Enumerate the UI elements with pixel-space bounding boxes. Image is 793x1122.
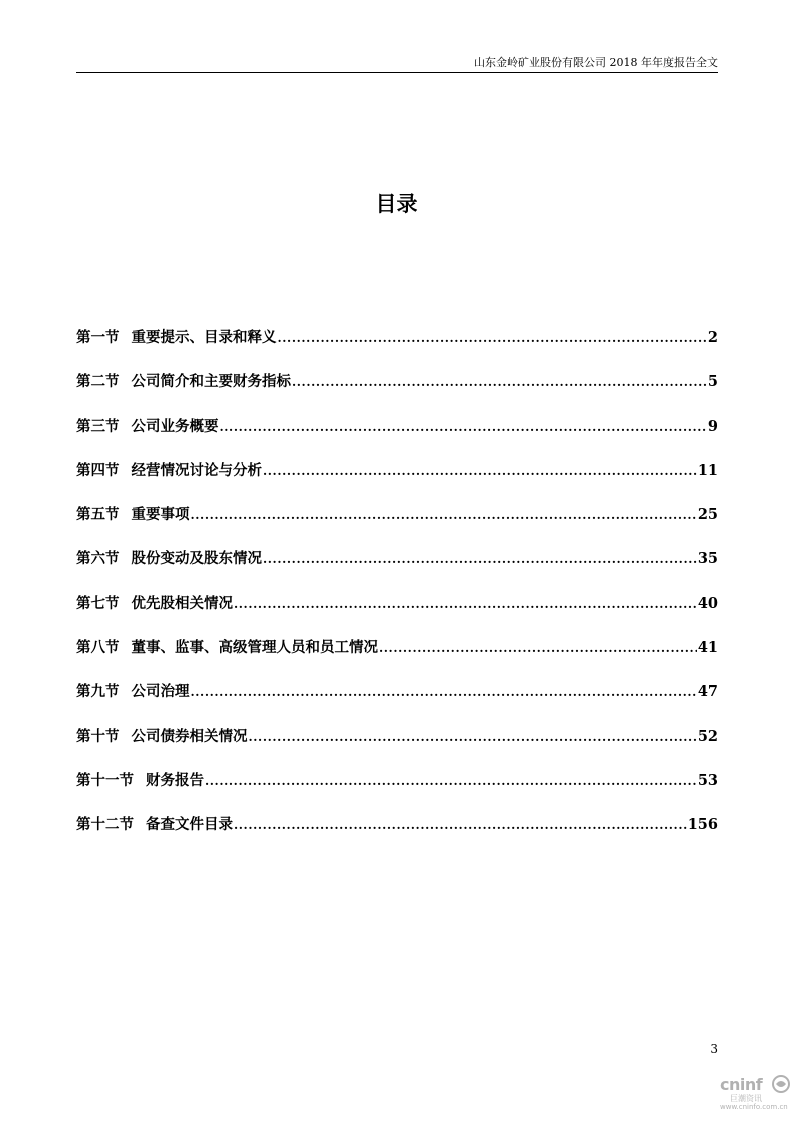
- toc-section-number: 第十节: [76, 728, 120, 745]
- toc-entry[interactable]: [76, 682, 718, 726]
- toc-entry[interactable]: [76, 638, 718, 682]
- toc-leader-dots: [379, 638, 697, 658]
- toc-section-title: 财务报告: [146, 772, 204, 789]
- toc-page-number: 5: [707, 373, 718, 391]
- toc-entry[interactable]: [76, 771, 718, 815]
- toc-page-number: 35: [697, 550, 718, 568]
- toc-page-number: 41: [697, 639, 718, 657]
- toc-section-number: 第五节: [76, 507, 120, 524]
- toc-section-title: 公司治理: [131, 684, 190, 701]
- toc-leader-dots: [249, 727, 697, 747]
- toc-section-title: 重要提示、目录和释义: [131, 330, 277, 346]
- toc-section-number: 第六节: [76, 551, 120, 568]
- toc-entry[interactable]: [76, 417, 718, 461]
- toc-entry[interactable]: [76, 461, 718, 505]
- toc-page-number: 53: [697, 771, 718, 789]
- header-rule: [76, 72, 718, 73]
- toc-section-number: 第一节: [76, 330, 120, 346]
- toc-section-title: 公司业务概要: [131, 418, 219, 435]
- toc-section-number: 第三节: [76, 418, 120, 435]
- toc-entry[interactable]: [76, 594, 718, 638]
- toc-leader-dots: [205, 771, 697, 791]
- toc-section-number: 第九节: [76, 684, 120, 701]
- toc-leader-dots: [263, 461, 697, 481]
- page-title: 目录: [375, 192, 418, 216]
- toc-page-number: 40: [697, 594, 718, 612]
- toc-page-number: 25: [697, 506, 718, 524]
- toc-leader-dots: [263, 549, 697, 569]
- toc-page-number: 52: [697, 727, 718, 745]
- toc-entry[interactable]: [76, 549, 718, 593]
- running-header: 山东金岭矿业股份有限公司 2018 年年度报告全文: [474, 56, 718, 69]
- toc-section-title: 备查文件目录: [146, 817, 233, 834]
- toc-section-title: 重要事项: [131, 507, 190, 524]
- toc-section-title: 公司债券相关情况: [131, 728, 248, 745]
- cninfo-watermark-logo: [720, 1075, 792, 1115]
- watermark-brand: cninf: [720, 1075, 763, 1094]
- table-of-contents: [76, 328, 718, 860]
- toc-entry[interactable]: [76, 727, 718, 771]
- toc-page-number: 47: [697, 683, 718, 701]
- swirl-logo-icon: [772, 1075, 790, 1093]
- toc-section-title: 优先股相关情况: [131, 595, 233, 612]
- toc-section-title: 董事、监事、高级管理人员和员工情况: [131, 640, 378, 657]
- toc-leader-dots: [234, 815, 687, 835]
- toc-section-number: 第十二节: [76, 817, 134, 834]
- toc-entry[interactable]: [76, 505, 718, 549]
- toc-leader-dots: [191, 505, 697, 525]
- toc-page-number: 156: [687, 816, 718, 834]
- toc-page-number: 2: [707, 329, 718, 346]
- toc-leader-dots: [278, 328, 707, 348]
- page-number: 3: [710, 1042, 718, 1056]
- toc-section-number: 第十一节: [76, 772, 134, 789]
- toc-section-number: 第八节: [76, 640, 120, 657]
- toc-leader-dots: [234, 594, 697, 614]
- toc-section-title: 经营情况讨论与分析: [131, 462, 262, 479]
- watermark-url: www.cninfo.com.cn: [720, 1103, 788, 1111]
- toc-entry[interactable]: [76, 328, 718, 372]
- toc-entry[interactable]: [76, 815, 718, 859]
- toc-section-number: 第七节: [76, 595, 120, 612]
- toc-leader-dots: [191, 682, 697, 702]
- toc-leader-dots: [292, 372, 707, 392]
- toc-leader-dots: [220, 417, 707, 437]
- toc-section-title: 股份变动及股东情况: [131, 551, 262, 568]
- toc-section-number: 第二节: [76, 374, 120, 391]
- toc-page-number: 9: [707, 417, 718, 435]
- toc-page-number: 11: [697, 461, 718, 479]
- toc-section-number: 第四节: [76, 462, 120, 479]
- toc-section-title: 公司简介和主要财务指标: [131, 374, 291, 391]
- watermark-name: 巨潮资讯: [730, 1094, 762, 1103]
- toc-entry[interactable]: [76, 372, 718, 416]
